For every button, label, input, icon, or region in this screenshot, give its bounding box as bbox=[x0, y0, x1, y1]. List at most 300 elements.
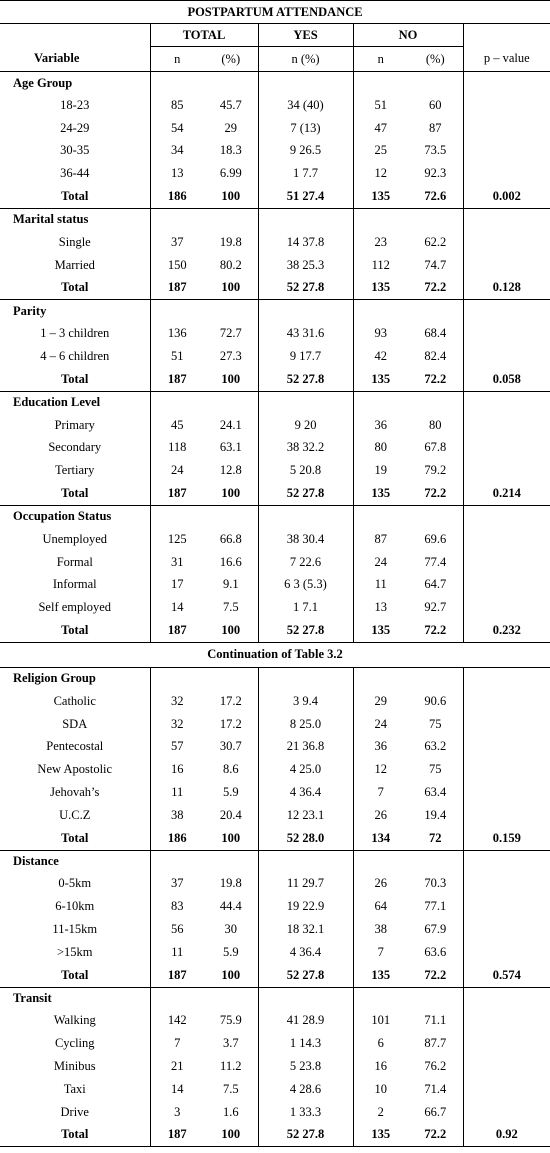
table-row bbox=[0, 94, 550, 117]
cell-yes-n-pct: 4 25.0 bbox=[258, 758, 353, 781]
cell-yes-n-pct: 5 23.8 bbox=[258, 1055, 353, 1078]
cell-no-n: 26 bbox=[353, 873, 408, 896]
cell-yes-n-pct: 21 36.8 bbox=[258, 736, 353, 759]
group-label: Age Group bbox=[13, 75, 73, 90]
cell-p-value bbox=[463, 551, 550, 574]
table-row bbox=[0, 437, 550, 460]
cell-row-label: Single bbox=[58, 234, 91, 249]
cell-no-pct: 72.2 bbox=[408, 964, 463, 987]
cell-total-n: 187 bbox=[150, 964, 204, 987]
cell-total-pct: 20.4 bbox=[219, 807, 242, 822]
cell-p-value: 0.002 bbox=[463, 185, 550, 208]
cell-p-value bbox=[463, 596, 550, 619]
cell-no-n bbox=[353, 300, 408, 323]
cell-total-n: 3 bbox=[150, 1101, 204, 1124]
cell-no-pct: 87 bbox=[429, 120, 442, 135]
cell-yes-n-pct: 19 22.9 bbox=[258, 895, 353, 918]
cell-no-pct: 72.2 bbox=[408, 277, 463, 300]
cell-p-value bbox=[463, 162, 550, 185]
cell-total-n: 150 bbox=[150, 254, 204, 277]
cell-total-pct: 66.8 bbox=[219, 531, 242, 546]
cell-p-value bbox=[463, 895, 550, 918]
cell-total-pct: 17.2 bbox=[219, 716, 242, 731]
cell-total-pct: 8.6 bbox=[222, 762, 239, 777]
column-p-value: p – value bbox=[463, 47, 550, 72]
cell-no-pct: 69.6 bbox=[424, 531, 447, 546]
cell-total-pct: 75.9 bbox=[219, 1013, 242, 1028]
cell-total-n: 136 bbox=[150, 322, 204, 345]
cell-no-pct bbox=[408, 987, 463, 1010]
cell-total-pct: 7.5 bbox=[222, 600, 239, 615]
table-row bbox=[0, 941, 550, 964]
cell-total-n: 56 bbox=[150, 918, 204, 941]
cell-total-pct: 16.6 bbox=[219, 554, 242, 569]
table-row bbox=[0, 781, 550, 804]
cell-total-pct: 27.3 bbox=[219, 349, 242, 364]
cell-no-pct: 19.4 bbox=[424, 807, 447, 822]
cell-p-value bbox=[463, 873, 550, 896]
cell-no-pct: 68.4 bbox=[424, 326, 447, 341]
cell-p-value bbox=[463, 987, 550, 1010]
cell-no-n: 24 bbox=[353, 713, 408, 736]
cell-no-pct bbox=[408, 72, 463, 95]
cell-total-n bbox=[150, 850, 204, 873]
cell-total-pct: 100 bbox=[204, 185, 258, 208]
cell-p-value bbox=[463, 94, 550, 117]
cell-row-label: 0-5km bbox=[58, 876, 92, 891]
table-title: POSTPARTUM ATTENDANCE bbox=[0, 1, 550, 24]
cell-no-pct: 77.1 bbox=[424, 899, 447, 914]
cell-total-pct: 45.7 bbox=[219, 97, 242, 112]
total-row bbox=[0, 964, 550, 987]
cell-no-n: 12 bbox=[353, 758, 408, 781]
total-row bbox=[0, 277, 550, 300]
cell-p-value bbox=[463, 322, 550, 345]
cell-p-value bbox=[463, 231, 550, 254]
cell-row-label: 6-10km bbox=[55, 899, 95, 914]
cell-total-pct bbox=[204, 505, 258, 528]
cell-total-n: 125 bbox=[150, 528, 204, 551]
cell-no-pct: 67.9 bbox=[424, 922, 447, 936]
cell-yes-n-pct: 1 7.7 bbox=[258, 162, 353, 185]
cell-no-n: 25 bbox=[353, 140, 408, 163]
cell-row-label: Total bbox=[0, 1123, 150, 1146]
cell-p-value bbox=[463, 850, 550, 873]
cell-row-label: Total bbox=[0, 368, 150, 391]
cell-total-pct: 17.2 bbox=[219, 693, 242, 708]
cell-total-n bbox=[150, 391, 204, 414]
group-label: Occupation Status bbox=[13, 509, 112, 524]
cell-yes-n-pct: 1 33.3 bbox=[258, 1101, 353, 1124]
continuation-row bbox=[0, 642, 550, 667]
cell-row-label: >15km bbox=[56, 944, 93, 959]
cell-no-pct: 82.4 bbox=[424, 349, 447, 364]
group-header-row bbox=[0, 667, 550, 690]
cell-p-value: 0.058 bbox=[463, 368, 550, 391]
cell-yes-n-pct: 51 27.4 bbox=[258, 185, 353, 208]
cell-no-pct: 79.2 bbox=[424, 463, 447, 478]
cell-total-n: 38 bbox=[150, 804, 204, 827]
cell-total-n: 118 bbox=[150, 437, 204, 460]
cell-row-label: 24-29 bbox=[60, 120, 90, 135]
cell-no-n: 7 bbox=[353, 941, 408, 964]
cell-total-n: 186 bbox=[150, 185, 204, 208]
cell-no-pct: 71.4 bbox=[424, 1081, 447, 1096]
table-body bbox=[0, 1, 550, 1147]
cell-yes-n-pct: 5 20.8 bbox=[258, 459, 353, 482]
cell-no-pct bbox=[408, 850, 463, 873]
cell-total-pct bbox=[204, 72, 258, 95]
cell-no-n: 7 bbox=[353, 781, 408, 804]
cell-total-n bbox=[150, 72, 204, 95]
cell-no-n: 29 bbox=[353, 690, 408, 713]
cell-total-pct: 12.8 bbox=[219, 463, 242, 478]
cell-p-value bbox=[463, 528, 550, 551]
cell-p-value bbox=[463, 414, 550, 437]
cell-no-n bbox=[353, 72, 408, 95]
cell-yes-n-pct: 1 7.1 bbox=[258, 596, 353, 619]
cell-total-pct bbox=[204, 987, 258, 1010]
cell-total-pct: 30.7 bbox=[219, 739, 242, 754]
cell-row-label: 1 – 3 children bbox=[40, 326, 110, 341]
group-header-row bbox=[0, 72, 550, 95]
group-label: Education Level bbox=[13, 395, 101, 410]
cell-yes-n-pct: 3 9.4 bbox=[258, 690, 353, 713]
cell-no-pct: 72.2 bbox=[408, 619, 463, 642]
cell-p-value bbox=[463, 1101, 550, 1124]
cell-total-n bbox=[150, 505, 204, 528]
cell-yes-n-pct: 4 36.4 bbox=[258, 781, 353, 804]
group-label: Religion Group bbox=[13, 671, 96, 686]
cell-yes-n-pct bbox=[258, 987, 353, 1010]
cell-no-pct: 72.2 bbox=[408, 482, 463, 505]
total-row bbox=[0, 1123, 550, 1146]
header-blank bbox=[0, 24, 150, 47]
cell-row-label: Jehovah’s bbox=[50, 785, 100, 800]
column-variable: Variable bbox=[0, 47, 150, 72]
group-label: Parity bbox=[13, 303, 47, 318]
cell-row-label: Drive bbox=[60, 1104, 89, 1119]
cell-total-n: 45 bbox=[150, 414, 204, 437]
cell-row-label: Cycling bbox=[54, 1036, 95, 1051]
cell-no-n: 80 bbox=[353, 437, 408, 460]
cell-total-n: 142 bbox=[150, 1010, 204, 1033]
cell-no-pct: 73.5 bbox=[424, 143, 447, 158]
cell-total-pct: 19.8 bbox=[219, 234, 242, 249]
cell-p-value bbox=[463, 505, 550, 528]
cell-no-n: 135 bbox=[353, 619, 408, 642]
cell-no-n: 93 bbox=[353, 322, 408, 345]
cell-row-label: Total bbox=[0, 482, 150, 505]
cell-yes-n-pct: 4 28.6 bbox=[258, 1078, 353, 1101]
group-header-row bbox=[0, 850, 550, 873]
cell-no-n: 2 bbox=[353, 1101, 408, 1124]
group-label: Transit bbox=[13, 991, 52, 1005]
cell-total-n: 32 bbox=[150, 690, 204, 713]
cell-yes-n-pct: 7 22.6 bbox=[258, 551, 353, 574]
cell-p-value bbox=[463, 300, 550, 323]
table-row bbox=[0, 322, 550, 345]
cell-total-pct: 44.4 bbox=[219, 899, 242, 914]
cell-total-n: 32 bbox=[150, 713, 204, 736]
cell-yes-n-pct: 52 27.8 bbox=[258, 482, 353, 505]
cell-no-n: 10 bbox=[353, 1078, 408, 1101]
cell-p-value bbox=[463, 713, 550, 736]
column-no-pct: (%) bbox=[408, 47, 463, 72]
cell-total-n: 14 bbox=[150, 596, 204, 619]
cell-total-n: 51 bbox=[150, 345, 204, 368]
cell-no-n: 135 bbox=[353, 482, 408, 505]
cell-total-n: 186 bbox=[150, 827, 204, 850]
cell-no-n: 135 bbox=[353, 1123, 408, 1146]
cell-yes-n-pct bbox=[258, 505, 353, 528]
header-group-row bbox=[0, 24, 550, 47]
cell-yes-n-pct: 12 23.1 bbox=[258, 804, 353, 827]
cell-row-label: Married bbox=[54, 257, 95, 272]
cell-no-pct: 71.1 bbox=[424, 1013, 447, 1028]
cell-no-pct: 80 bbox=[429, 417, 442, 432]
cell-total-n bbox=[150, 300, 204, 323]
cell-total-n: 17 bbox=[150, 574, 204, 597]
cell-total-pct bbox=[204, 667, 258, 690]
cell-yes-n-pct bbox=[258, 850, 353, 873]
cell-row-label: SDA bbox=[62, 716, 88, 731]
cell-no-n: 6 bbox=[353, 1032, 408, 1055]
cell-row-label: Total bbox=[0, 185, 150, 208]
table-title-row bbox=[0, 1, 550, 24]
cell-total-pct: 5.9 bbox=[222, 944, 239, 959]
cell-total-pct: 18.3 bbox=[219, 143, 242, 158]
cell-total-pct: 19.8 bbox=[219, 876, 242, 891]
cell-total-pct: 24.1 bbox=[219, 417, 242, 432]
cell-row-label: Unemployed bbox=[42, 531, 108, 546]
cell-total-pct: 100 bbox=[204, 368, 258, 391]
cell-row-label: Taxi bbox=[63, 1081, 86, 1096]
cell-p-value bbox=[463, 941, 550, 964]
cell-no-pct bbox=[408, 505, 463, 528]
cell-no-pct: 72 bbox=[408, 827, 463, 850]
total-row bbox=[0, 482, 550, 505]
group-header-row bbox=[0, 300, 550, 323]
group-header-row bbox=[0, 987, 550, 1010]
total-row bbox=[0, 827, 550, 850]
cell-no-pct: 90.6 bbox=[424, 693, 447, 708]
table-row bbox=[0, 1055, 550, 1078]
cell-row-label: Informal bbox=[52, 577, 97, 592]
table-row bbox=[0, 345, 550, 368]
column-no-n: n bbox=[353, 47, 408, 72]
cell-yes-n-pct: 38 25.3 bbox=[258, 254, 353, 277]
cell-no-n: 11 bbox=[353, 574, 408, 597]
cell-row-label: Minibus bbox=[53, 1058, 96, 1073]
cell-yes-n-pct: 43 31.6 bbox=[258, 322, 353, 345]
column-header-row bbox=[0, 47, 550, 72]
cell-p-value: 0.232 bbox=[463, 619, 550, 642]
total-row bbox=[0, 619, 550, 642]
cell-total-n: 85 bbox=[150, 94, 204, 117]
cell-p-value bbox=[463, 254, 550, 277]
cell-total-n: 187 bbox=[150, 619, 204, 642]
cell-no-pct: 72.2 bbox=[408, 1123, 463, 1146]
cell-row-label: Secondary bbox=[48, 440, 102, 455]
cell-row-label: Walking bbox=[53, 1013, 96, 1028]
cell-total-pct: 30 bbox=[224, 922, 237, 936]
cell-yes-n-pct: 52 27.8 bbox=[258, 277, 353, 300]
cell-total-pct: 6.99 bbox=[219, 166, 242, 181]
cell-row-label: 11-15km bbox=[52, 922, 98, 936]
column-total-n: n bbox=[150, 47, 204, 72]
cell-yes-n-pct: 11 29.7 bbox=[258, 873, 353, 896]
cell-no-n: 135 bbox=[353, 964, 408, 987]
cell-no-pct: 92.3 bbox=[424, 166, 447, 181]
cell-no-n: 51 bbox=[353, 94, 408, 117]
cell-no-pct: 75 bbox=[429, 716, 442, 731]
cell-total-n: 24 bbox=[150, 459, 204, 482]
cell-no-n: 112 bbox=[353, 254, 408, 277]
cell-no-n: 12 bbox=[353, 162, 408, 185]
cell-no-n: 64 bbox=[353, 895, 408, 918]
cell-total-pct: 100 bbox=[204, 827, 258, 850]
group-header-row bbox=[0, 505, 550, 528]
cell-row-label: Pentecostal bbox=[46, 739, 104, 754]
cell-no-n bbox=[353, 667, 408, 690]
cell-total-n: 16 bbox=[150, 758, 204, 781]
table-row bbox=[0, 918, 550, 941]
cell-row-label: Tertiary bbox=[55, 463, 95, 478]
column-total-pct: (%) bbox=[204, 47, 258, 72]
group-label: Distance bbox=[13, 854, 59, 869]
table-row bbox=[0, 758, 550, 781]
cell-yes-n-pct bbox=[258, 300, 353, 323]
table-row bbox=[0, 551, 550, 574]
cell-row-label: Total bbox=[0, 827, 150, 850]
cell-yes-n-pct: 34 (40) bbox=[258, 94, 353, 117]
cell-p-value bbox=[463, 459, 550, 482]
table-row bbox=[0, 873, 550, 896]
cell-yes-n-pct: 52 27.8 bbox=[258, 368, 353, 391]
cell-yes-n-pct bbox=[258, 667, 353, 690]
table-row bbox=[0, 574, 550, 597]
cell-no-pct bbox=[408, 208, 463, 231]
cell-total-pct: 9.1 bbox=[222, 577, 239, 592]
cell-yes-n-pct: 14 37.8 bbox=[258, 231, 353, 254]
cell-total-n: 11 bbox=[150, 941, 204, 964]
cell-row-label: Total bbox=[0, 964, 150, 987]
cell-p-value bbox=[463, 437, 550, 460]
cell-no-n: 101 bbox=[353, 1010, 408, 1033]
table-row bbox=[0, 1078, 550, 1101]
table-row bbox=[0, 596, 550, 619]
cell-total-pct: 1.6 bbox=[222, 1104, 239, 1119]
cell-total-pct: 5.9 bbox=[222, 785, 239, 800]
table-row bbox=[0, 736, 550, 759]
cell-yes-n-pct: 38 32.2 bbox=[258, 437, 353, 460]
cell-total-n: 37 bbox=[150, 873, 204, 896]
cell-yes-n-pct bbox=[258, 72, 353, 95]
cell-no-n: 135 bbox=[353, 368, 408, 391]
cell-total-n: 14 bbox=[150, 1078, 204, 1101]
cell-total-pct bbox=[204, 300, 258, 323]
total-row bbox=[0, 185, 550, 208]
cell-yes-n-pct: 8 25.0 bbox=[258, 713, 353, 736]
cell-row-label: Catholic bbox=[53, 693, 96, 708]
cell-p-value bbox=[463, 574, 550, 597]
cell-no-pct: 87.7 bbox=[424, 1036, 447, 1051]
cell-no-n: 135 bbox=[353, 277, 408, 300]
cell-yes-n-pct: 1 14.3 bbox=[258, 1032, 353, 1055]
cell-no-n: 87 bbox=[353, 528, 408, 551]
cell-total-pct: 63.1 bbox=[219, 440, 242, 455]
cell-total-n bbox=[150, 208, 204, 231]
cell-total-pct: 100 bbox=[204, 1123, 258, 1146]
cell-p-value bbox=[463, 391, 550, 414]
group-header-row bbox=[0, 208, 550, 231]
cell-p-value bbox=[463, 758, 550, 781]
cell-yes-n-pct: 52 27.8 bbox=[258, 964, 353, 987]
cell-total-n: 34 bbox=[150, 140, 204, 163]
cell-row-label: Self employed bbox=[38, 600, 112, 615]
cell-no-pct: 92.7 bbox=[424, 600, 447, 615]
cell-no-n: 42 bbox=[353, 345, 408, 368]
cell-p-value bbox=[463, 1078, 550, 1101]
table-row bbox=[0, 117, 550, 140]
cell-no-pct: 72.6 bbox=[408, 185, 463, 208]
cell-no-pct: 72.2 bbox=[408, 368, 463, 391]
cell-no-pct: 63.2 bbox=[424, 739, 447, 754]
cell-no-n: 36 bbox=[353, 414, 408, 437]
cell-no-pct bbox=[408, 391, 463, 414]
cell-no-n: 19 bbox=[353, 459, 408, 482]
cell-total-n: 11 bbox=[150, 781, 204, 804]
cell-total-pct: 11.2 bbox=[220, 1058, 242, 1073]
cell-total-n: 31 bbox=[150, 551, 204, 574]
cell-no-n bbox=[353, 391, 408, 414]
cell-total-pct bbox=[204, 850, 258, 873]
cell-yes-n-pct: 7 (13) bbox=[258, 117, 353, 140]
cell-p-value: 0.92 bbox=[463, 1123, 550, 1146]
cell-total-n: 37 bbox=[150, 231, 204, 254]
total-row bbox=[0, 368, 550, 391]
cell-p-value bbox=[463, 804, 550, 827]
table-row bbox=[0, 528, 550, 551]
cell-row-label: Formal bbox=[56, 554, 93, 569]
table-row bbox=[0, 1010, 550, 1033]
cell-total-n: 57 bbox=[150, 736, 204, 759]
table-row bbox=[0, 140, 550, 163]
cell-p-value bbox=[463, 1055, 550, 1078]
cell-no-pct: 64.7 bbox=[424, 577, 447, 592]
cell-no-pct bbox=[408, 300, 463, 323]
cell-no-n: 134 bbox=[353, 827, 408, 850]
table-row bbox=[0, 231, 550, 254]
cell-no-n: 38 bbox=[353, 918, 408, 941]
table-row bbox=[0, 162, 550, 185]
cell-yes-n-pct: 52 28.0 bbox=[258, 827, 353, 850]
table-row bbox=[0, 713, 550, 736]
cell-yes-n-pct: 41 28.9 bbox=[258, 1010, 353, 1033]
cell-yes-n-pct: 18 32.1 bbox=[258, 918, 353, 941]
cell-total-pct: 29 bbox=[224, 120, 237, 135]
cell-yes-n-pct: 52 27.8 bbox=[258, 619, 353, 642]
table-row bbox=[0, 1101, 550, 1124]
cell-p-value bbox=[463, 781, 550, 804]
cell-no-n: 24 bbox=[353, 551, 408, 574]
cell-row-label: Total bbox=[0, 619, 150, 642]
cell-total-n: 83 bbox=[150, 895, 204, 918]
table-row bbox=[0, 804, 550, 827]
header-no: NO bbox=[353, 24, 463, 47]
cell-row-label: New Apostolic bbox=[37, 762, 113, 777]
